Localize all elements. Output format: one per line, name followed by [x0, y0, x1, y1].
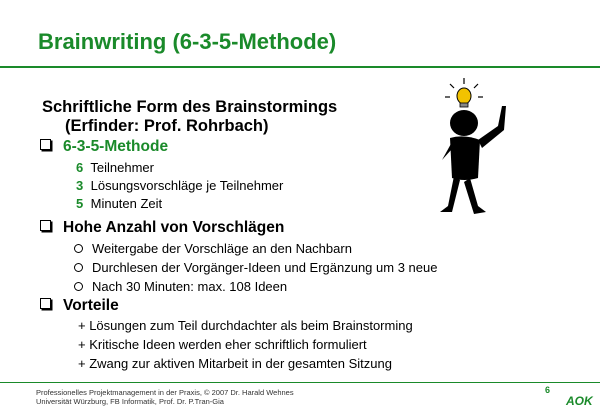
list-item: + Zwang zur aktiven Mitarbeit in der gesamten Sitzung	[78, 356, 392, 371]
list-item	[74, 241, 352, 257]
item-number: 3	[76, 178, 84, 193]
item-text: Weitergabe der Vorschläge an den Nachbarn	[92, 241, 352, 256]
section-hohe-anzahl-title: Hohe Anzahl von Vorschlägen	[63, 219, 285, 236]
slide-title: Brainwriting (6-3-5-Methode)	[38, 29, 337, 54]
main-heading	[42, 98, 337, 136]
idea-person-with-lightbulb-icon	[420, 78, 540, 218]
title-divider	[0, 66, 600, 68]
circle-bullet-icon	[74, 244, 83, 253]
section-hohe-anzahl	[40, 219, 284, 237]
circle-bullet-icon	[74, 282, 83, 291]
list-item	[74, 279, 287, 295]
footer-divider	[0, 382, 600, 383]
page-number: 6	[545, 385, 551, 395]
item-text: Teilnehmer	[90, 160, 154, 175]
section-6-3-5-title: 6-3-5-Methode	[63, 138, 169, 155]
footer-line1: Professionelles Projektmanagement in der Praxis, © 2007 Dr. Harald Wehnes	[36, 388, 294, 397]
main-heading-line1: Schriftliche Form des Brainstormings	[42, 98, 338, 116]
item-number: 6	[76, 160, 84, 175]
aok-logo: AOK	[566, 394, 593, 408]
item-text: Minuten Zeit	[90, 196, 163, 211]
checkbox-bullet-icon	[40, 298, 51, 309]
footer-credits	[36, 388, 294, 406]
item-text: Lösungsvorschläge je Teilnehmer	[90, 178, 284, 193]
list-item	[76, 160, 154, 176]
footer-line2: Universität Würzburg, FB Informatik, Prof. Dr. P.Tran-Gia	[36, 397, 224, 406]
checkbox-bullet-icon	[40, 139, 51, 150]
main-heading-line2: (Erfinder: Prof. Rohrbach)	[65, 117, 269, 135]
circle-bullet-icon	[74, 263, 83, 272]
item-text: Durchlesen der Vorgänger-Ideen und Ergänzung um 3 neue	[92, 260, 438, 275]
section-vorteile-title: Vorteile	[63, 297, 119, 314]
item-number: 5	[76, 196, 84, 211]
item-text: Nach 30 Minuten: max. 108 Ideen	[92, 279, 288, 294]
section-6-3-5	[40, 138, 168, 156]
checkbox-bullet-icon	[40, 220, 51, 231]
list-item	[76, 196, 162, 212]
list-item	[74, 260, 437, 276]
list-item: + Lösungen zum Teil durchdachter als beim Brainstorming	[78, 318, 413, 333]
section-vorteile	[40, 297, 119, 315]
list-item: + Kritische Ideen werden eher schriftlich formuliert	[78, 337, 367, 352]
list-item	[76, 178, 283, 194]
